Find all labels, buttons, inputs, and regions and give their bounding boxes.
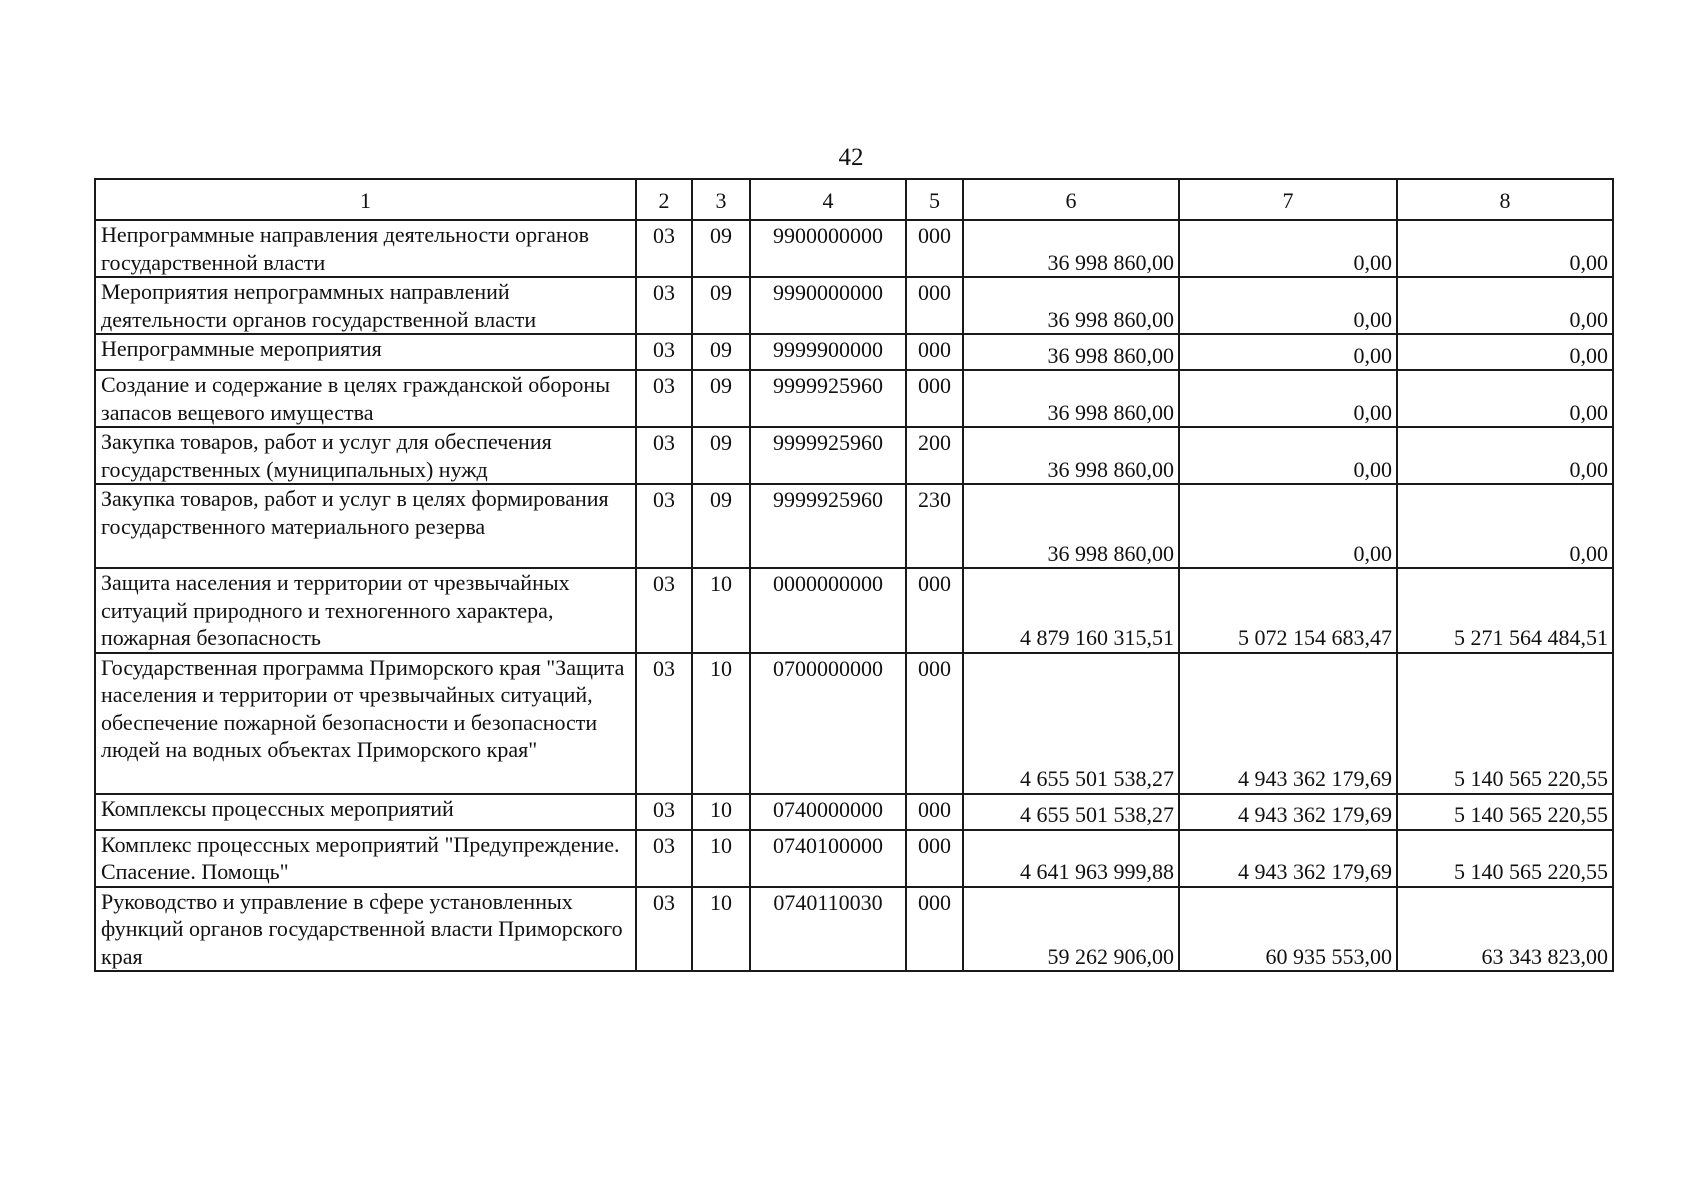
expense-type-cell: 230 <box>906 484 963 568</box>
expense-name-cell: Комплексы процессных мероприятий <box>95 794 636 830</box>
expense-type-cell: 000 <box>906 568 963 653</box>
amount-col7-cell: 5 072 154 683,47 <box>1179 568 1397 653</box>
expense-name-cell: Мероприятия непрограммных направлений деятельности органов государственной власти <box>95 277 636 334</box>
table-row <box>95 427 1613 484</box>
amount-col7-cell: 0,00 <box>1179 484 1397 568</box>
amount-col8-cell: 63 343 823,00 <box>1397 887 1613 972</box>
amount-col6-cell: 36 998 860,00 <box>963 427 1179 484</box>
amount-col8-cell: 5 271 564 484,51 <box>1397 568 1613 653</box>
column-header: 4 <box>750 179 906 220</box>
subsection-code-cell: 09 <box>692 427 750 484</box>
amount-col6-cell: 36 998 860,00 <box>963 370 1179 427</box>
column-header: 5 <box>906 179 963 220</box>
page-number: 42 <box>838 144 864 171</box>
amount-col7-cell: 60 935 553,00 <box>1179 887 1397 972</box>
target-article-cell: 0740000000 <box>750 794 906 830</box>
table-row <box>95 220 1613 277</box>
amount-col6-cell: 4 655 501 538,27 <box>963 653 1179 794</box>
amount-col7-cell: 0,00 <box>1179 220 1397 277</box>
target-article-cell: 9999925960 <box>750 427 906 484</box>
target-article-cell: 9900000000 <box>750 220 906 277</box>
amount-col8-cell: 0,00 <box>1397 484 1613 568</box>
table-row <box>95 334 1613 370</box>
amount-col8-cell: 0,00 <box>1397 220 1613 277</box>
amount-col8-cell: 5 140 565 220,55 <box>1397 653 1613 794</box>
amount-col6-cell: 36 998 860,00 <box>963 277 1179 334</box>
amount-col8-cell: 0,00 <box>1397 427 1613 484</box>
column-header: 1 <box>95 179 636 220</box>
table-row <box>95 277 1613 334</box>
header-row <box>95 179 1613 220</box>
section-code-cell: 03 <box>636 830 692 887</box>
table-row <box>95 794 1613 830</box>
amount-col7-cell: 4 943 362 179,69 <box>1179 653 1397 794</box>
expense-name-cell: Защита населения и территории от чрезвычайных ситуаций природного и техногенного характера, пожарная безопасность <box>95 568 636 653</box>
section-code-cell: 03 <box>636 653 692 794</box>
expense-type-cell: 200 <box>906 427 963 484</box>
expense-name-cell: Закупка товаров, работ и услуг для обеспечения государственных (муниципальных) нужд <box>95 427 636 484</box>
amount-col8-cell: 0,00 <box>1397 334 1613 370</box>
section-code-cell: 03 <box>636 334 692 370</box>
subsection-code-cell: 09 <box>692 484 750 568</box>
subsection-code-cell: 09 <box>692 370 750 427</box>
section-code-cell: 03 <box>636 277 692 334</box>
column-header: 8 <box>1397 179 1613 220</box>
amount-col6-cell: 36 998 860,00 <box>963 220 1179 277</box>
column-header: 6 <box>963 179 1179 220</box>
expense-type-cell: 000 <box>906 277 963 334</box>
section-code-cell: 03 <box>636 427 692 484</box>
amount-col6-cell: 36 998 860,00 <box>963 334 1179 370</box>
target-article-cell: 0740100000 <box>750 830 906 887</box>
section-code-cell: 03 <box>636 887 692 972</box>
amount-col6-cell: 4 879 160 315,51 <box>963 568 1179 653</box>
budget-table <box>94 178 1614 972</box>
section-code-cell: 03 <box>636 568 692 653</box>
table-row <box>95 568 1613 653</box>
expense-name-cell: Создание и содержание в целях гражданской обороны запасов вещевого имущества <box>95 370 636 427</box>
expense-type-cell: 000 <box>906 887 963 972</box>
subsection-code-cell: 10 <box>692 887 750 972</box>
target-article-cell: 0740110030 <box>750 887 906 972</box>
table-row <box>95 830 1613 887</box>
amount-col7-cell: 0,00 <box>1179 370 1397 427</box>
subsection-code-cell: 09 <box>692 220 750 277</box>
target-article-cell: 0700000000 <box>750 653 906 794</box>
target-article-cell: 9999900000 <box>750 334 906 370</box>
amount-col7-cell: 4 943 362 179,69 <box>1179 830 1397 887</box>
amount-col7-cell: 4 943 362 179,69 <box>1179 794 1397 830</box>
expense-name-cell: Непрограммные направления деятельности органов государственной власти <box>95 220 636 277</box>
section-code-cell: 03 <box>636 370 692 427</box>
amount-col8-cell: 0,00 <box>1397 277 1613 334</box>
expense-type-cell: 000 <box>906 370 963 427</box>
expense-name-cell: Закупка товаров, работ и услуг в целях формирования государственного материального резерва <box>95 484 636 568</box>
table-row <box>95 887 1613 972</box>
subsection-code-cell: 10 <box>692 653 750 794</box>
expense-name-cell: Государственная программа Приморского края "Защита населения и территории от чрезвычайных ситуаций, обеспечение пожарной безопасности и безопасности людей на водных объектах Приморского края" <box>95 653 636 794</box>
amount-col8-cell: 0,00 <box>1397 370 1613 427</box>
subsection-code-cell: 10 <box>692 568 750 653</box>
target-article-cell: 0000000000 <box>750 568 906 653</box>
section-code-cell: 03 <box>636 794 692 830</box>
expense-name-cell: Непрограммные мероприятия <box>95 334 636 370</box>
subsection-code-cell: 10 <box>692 794 750 830</box>
section-code-cell: 03 <box>636 220 692 277</box>
expense-name-cell: Руководство и управление в сфере установленных функций органов государственной власти Приморского края <box>95 887 636 972</box>
amount-col8-cell: 5 140 565 220,55 <box>1397 830 1613 887</box>
expense-type-cell: 000 <box>906 653 963 794</box>
target-article-cell: 9999925960 <box>750 484 906 568</box>
table-row <box>95 370 1613 427</box>
amount-col7-cell: 0,00 <box>1179 427 1397 484</box>
table-row <box>95 484 1613 568</box>
column-header: 2 <box>636 179 692 220</box>
expense-type-cell: 000 <box>906 334 963 370</box>
amount-col8-cell: 5 140 565 220,55 <box>1397 794 1613 830</box>
subsection-code-cell: 10 <box>692 830 750 887</box>
subsection-code-cell: 09 <box>692 277 750 334</box>
amount-col7-cell: 0,00 <box>1179 334 1397 370</box>
table-row <box>95 653 1613 794</box>
amount-col6-cell: 4 641 963 999,88 <box>963 830 1179 887</box>
target-article-cell: 9990000000 <box>750 277 906 334</box>
section-code-cell: 03 <box>636 484 692 568</box>
target-article-cell: 9999925960 <box>750 370 906 427</box>
column-header: 3 <box>692 179 750 220</box>
amount-col6-cell: 4 655 501 538,27 <box>963 794 1179 830</box>
subsection-code-cell: 09 <box>692 334 750 370</box>
expense-type-cell: 000 <box>906 830 963 887</box>
amount-col6-cell: 36 998 860,00 <box>963 484 1179 568</box>
expense-type-cell: 000 <box>906 220 963 277</box>
expense-name-cell: Комплекс процессных мероприятий "Предупреждение. Спасение. Помощь" <box>95 830 636 887</box>
expense-type-cell: 000 <box>906 794 963 830</box>
amount-col6-cell: 59 262 906,00 <box>963 887 1179 972</box>
amount-col7-cell: 0,00 <box>1179 277 1397 334</box>
column-header: 7 <box>1179 179 1397 220</box>
